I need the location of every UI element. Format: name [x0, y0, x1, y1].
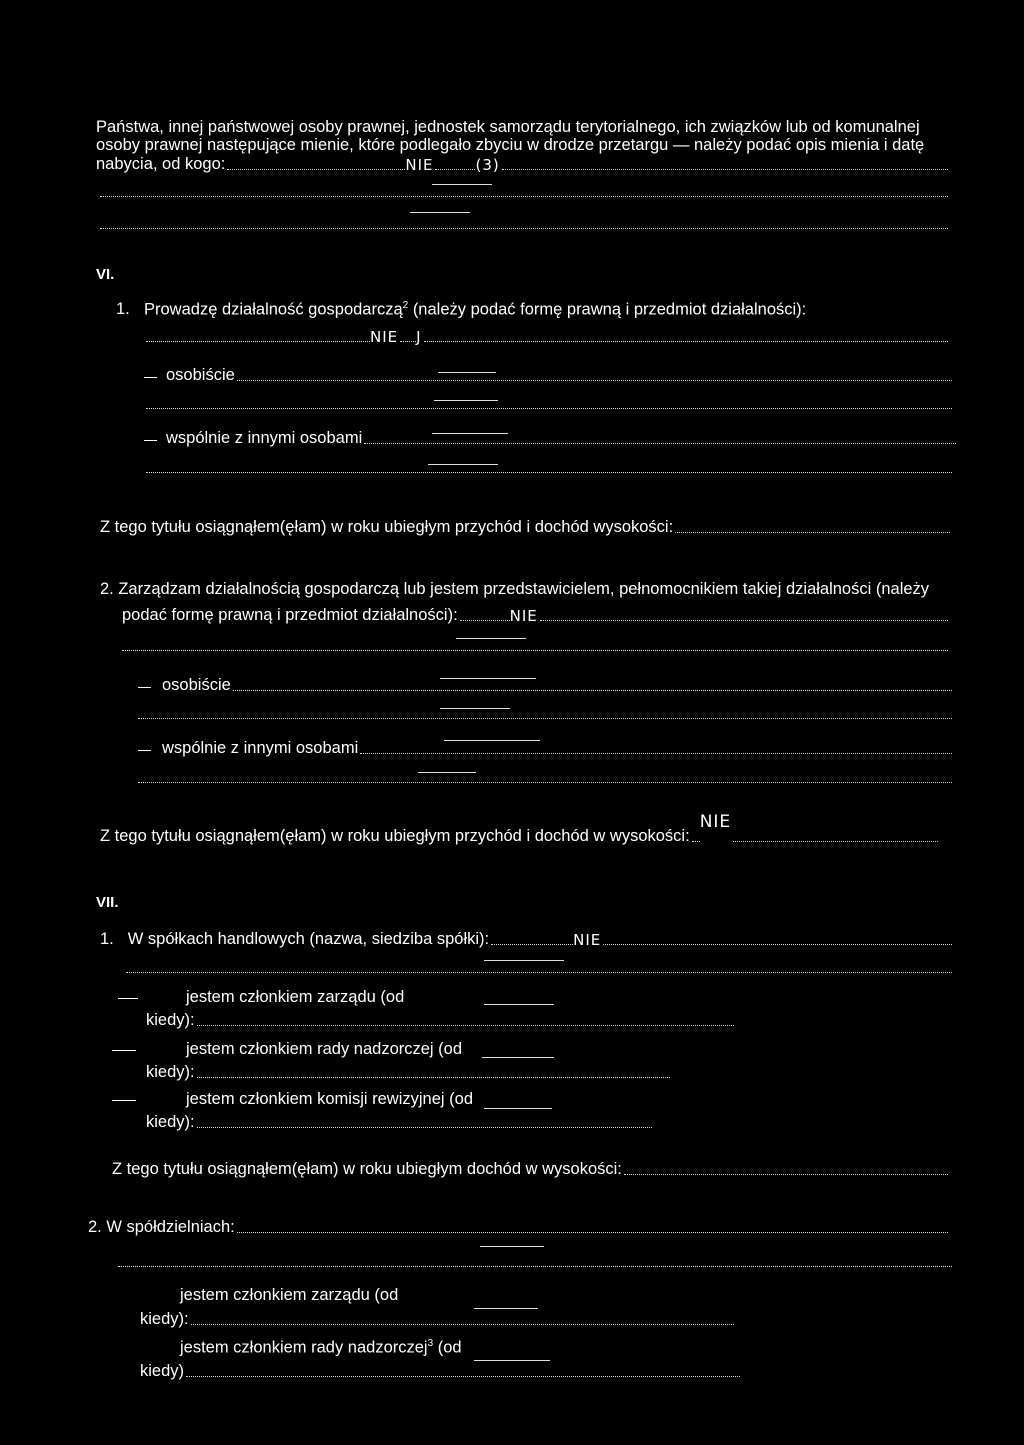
handwritten-dash	[480, 1246, 544, 1247]
handwritten-dash	[474, 1360, 550, 1361]
handwritten-dash	[456, 638, 526, 639]
member-row	[146, 1011, 734, 1030]
fill-line	[118, 1266, 952, 1267]
answer-row	[122, 606, 948, 625]
income-row	[112, 1160, 948, 1179]
footnote-ref: 3	[427, 1338, 434, 1349]
item-number: 1.	[116, 300, 130, 318]
handwritten-dash	[440, 678, 536, 679]
footnote-ref: 2	[402, 300, 409, 311]
member-label-cont: kiedy):	[146, 1063, 195, 1081]
income-row	[100, 812, 938, 846]
item-label: 2. W spółdzielniach:	[88, 1218, 235, 1236]
option-label: osobiście	[162, 676, 231, 694]
handwritten-dash	[484, 1004, 554, 1005]
income-label: Z tego tytułu osiągnąłem(ęłam) w roku ubiegłym przychód i dochód wysokości:	[100, 518, 674, 536]
income-label: Z tego tytułu osiągnąłem(ęłam) w roku ubiegłym dochód w wysokości:	[112, 1160, 622, 1178]
handwritten-answer: J	[416, 328, 422, 346]
item-label: 2. Zarządzam działalnością gospodarczą lub jestem przedstawicielem, pełnomocnikiem takiej działalności (należy	[100, 580, 930, 598]
fill-line	[138, 718, 952, 719]
income-label: Z tego tytułu osiągnąłem(ęłam) w roku ubiegłym przychód i dochód w wysokości:	[100, 827, 690, 845]
member-row	[140, 1362, 740, 1381]
fill-line	[100, 196, 948, 197]
intro-answer-row	[96, 155, 948, 174]
dash-bullet	[112, 1050, 136, 1051]
item-label-cont: podać formę prawną i przedmiot działalności):	[122, 606, 458, 624]
fill-line	[100, 228, 948, 229]
member-label-cont: kiedy):	[146, 1011, 195, 1029]
option-row	[162, 739, 952, 758]
fill-line	[138, 782, 952, 783]
handwritten-answer: NIE	[405, 156, 434, 174]
fill-line	[122, 650, 948, 651]
option-row	[166, 429, 956, 448]
intro-line-1: Państwa, innej państwowej osoby prawnej, jednostek samorządu terytorialnego, ich związków lub od komunalnej	[96, 118, 920, 136]
fill-line	[126, 972, 952, 973]
handwritten-answer: (3)	[475, 156, 500, 174]
handwritten-answer: NIE	[573, 931, 602, 949]
intro-line-2: osoby prawnej następujące mienie, które podlegało zbyciu w drodze przetargu — należy podać opis mienia i datę	[96, 136, 925, 154]
member-label-cont: kiedy):	[140, 1310, 189, 1328]
section-number: VI.	[96, 266, 115, 283]
handwritten-dash	[444, 740, 540, 741]
handwritten-dash	[474, 1308, 538, 1309]
option-label: osobiście	[166, 366, 235, 384]
option-row	[166, 366, 952, 385]
dash-bullet	[112, 1100, 136, 1101]
member-label-cont: kiedy):	[146, 1113, 195, 1131]
member-row	[146, 1063, 670, 1082]
member-row	[140, 1310, 734, 1329]
handwritten-answer: NIE	[370, 328, 399, 346]
handwritten-answer: NIE	[699, 812, 732, 832]
handwritten-answer: NIE	[509, 607, 538, 625]
item-label: W spółkach handlowych (nazwa, siedziba spółki):	[127, 930, 490, 948]
fill-line	[146, 408, 952, 409]
option-row	[162, 676, 952, 695]
answer-row	[100, 930, 952, 949]
option-label: wspólnie z innymi osobami	[162, 739, 359, 757]
handwritten-dash	[438, 372, 496, 373]
member-label: jestem członkiem rady nadzorczej$^3$ (od	[180, 1338, 462, 1357]
item-number: 1.	[100, 930, 114, 948]
option-label: wspólnie z innymi osobami	[166, 429, 363, 447]
dash-bullet	[138, 750, 151, 751]
member-label-cont: kiedy)	[140, 1362, 185, 1380]
section-number: VII.	[96, 894, 119, 911]
member-label: jestem członkiem zarządu (od	[180, 1286, 399, 1304]
answer-row	[88, 1218, 948, 1237]
handwritten-dash	[484, 960, 564, 961]
dash-bullet	[138, 687, 151, 688]
answer-row	[144, 328, 948, 346]
handwritten-dash	[410, 212, 470, 213]
handwritten-dash	[432, 433, 508, 434]
handwritten-dash	[432, 184, 492, 185]
member-row	[146, 1113, 652, 1132]
member-label: jestem członkiem rady nadzorczej (od	[186, 1040, 463, 1058]
handwritten-dash	[434, 400, 498, 401]
handwritten-dash	[482, 1057, 554, 1058]
dash-bullet	[144, 377, 157, 378]
income-row	[100, 518, 950, 537]
handwritten-dash	[440, 708, 510, 709]
dash-bullet	[144, 440, 157, 441]
item-label: Prowadzę działalność gospodarczą$^2$ (należy podać formę prawną i przedmiot działalności):	[144, 300, 807, 319]
handwritten-dash	[418, 772, 476, 773]
dash-bullet	[118, 998, 138, 999]
intro-line-3: nabycia, od kogo:	[96, 155, 226, 173]
fill-line	[146, 472, 952, 473]
handwritten-dash	[428, 464, 498, 465]
member-label: jestem członkiem komisji rewizyjnej (od	[186, 1090, 473, 1108]
member-label: jestem członkiem zarządu (od	[186, 988, 405, 1006]
handwritten-dash	[484, 1108, 552, 1109]
